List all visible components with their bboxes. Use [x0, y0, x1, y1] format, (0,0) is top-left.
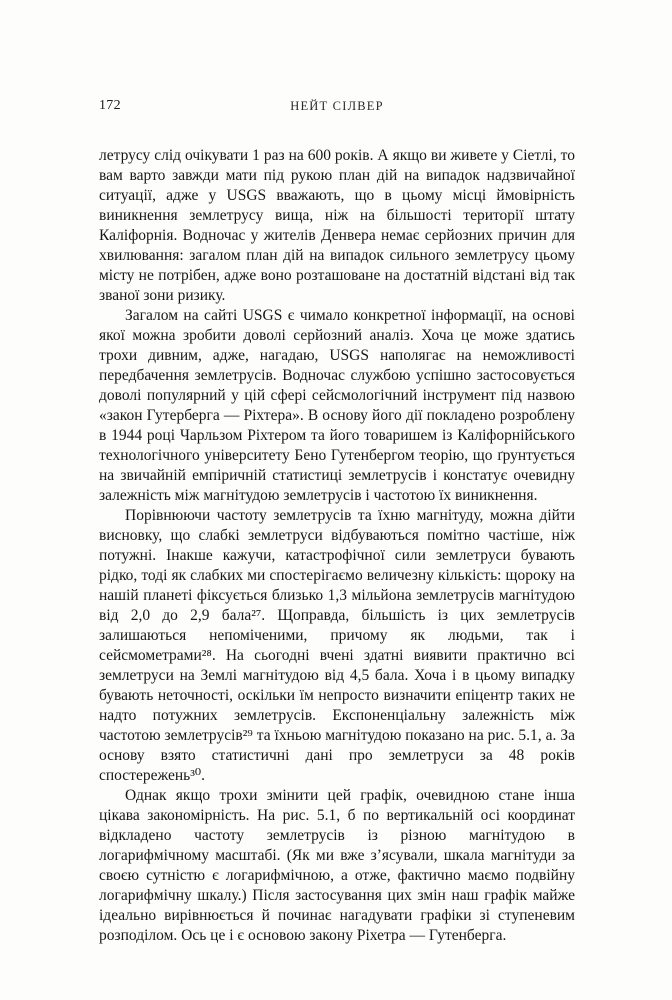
- running-head-author: НЕЙТ СІЛВЕР: [290, 99, 384, 113]
- body-paragraph: Однак якщо трохи змінити цей графік, очевидною стане інша цікава закономірність. На рис. 5.1, б по вертикальній осі координат відкладено частоту землетрусів із різною магнітудою в логарифмічному масштабі. (Як ми вже з’ясували, шкала магнітуди за своєю сутністю є логарифмічною, а отже, фактично маємо подвійну логарифмічну шкалу.) Після застосування цих змін наш графік майже ідеально вирівнюється й починає нагадувати графіки зі ступеневим розподілом. Ось це і є основою закону Ріхетра — Гутенберга.: [99, 787, 575, 944]
- body-paragraph: Порівнюючи частоту землетрусів та їхню магнітуду, можна дійти висновку, що слабкі землетруси відбуваються помітно частіше, ніж потужні. Інакше кажучи, катастрофічної сили землетруси бувають рідко, тоді як слабких ми спостерігаємо величезну кількість: щороку на нашій планеті фіксується близько 1,3 мільйона землетрусів магнітудою від 2,0 до 2,9 бала²⁷. Щоправда, більшість із цих землетрусів залишаються непоміченими, причому як людьми, так і сейсмометрами²⁸. На сьогодні вчені здатні виявити практично всі землетруси на Землі магнітудою від 4,5 бала. Хоча і в цьому випадку бувають неточності, оскільки їм непросто визначити епіцентр таких не надто потужних землетрусів. Експоненціальну залежність між частотою землетрусів²⁹ та їхньою магнітудою показано на рис. 5.1, а. За основу взято статистичні дані про землетруси за 48 років спостережень³⁰.: [99, 507, 575, 784]
- page-body: [99, 146, 575, 946]
- page-number: 172: [99, 98, 121, 113]
- body-paragraph: Загалом на сайті USGS є чимало конкретної інформації, на основі якої можна зробити доволі серйозний аналіз. Хоча це може здатись трохи дивним, адже, нагадаю, USGS наполягає на неможливості передбачення землетрусів. Водночас службою успішно застосовується доволі популярний у цій сфері сейсмологічний інструмент під назвою «закон Гутерберга — Ріхтера». В основу його дії покладено розроблену в 1944 році Чарльзом Ріхтером та його товаришем із Каліфорнійського технологічного університету Бено Гутенбергом теорію, що ґрунтується на звичайній емпіричній статистиці землетрусів і констатує очевидну залежність між магнітудою землетрусів і частотою їх виникнення.: [99, 307, 575, 504]
- running-header: [99, 98, 575, 116]
- body-paragraph: летрусу слід очікувати 1 раз на 600 років. А якщо ви живете у Сіетлі, то вам варто завжди мати під рукою план дій на випадок надзвичайної ситуації, адже у USGS вважають, що в цьому місці ймовірність виникнення землетрусу вища, ніж на більшості території штату Каліфорнія. Водночас у жителів Денвера немає серйозних причин для хвилювання: загалом план дій на випадок сильного землетрусу цьому місту не потрібен, адже воно розташоване на достатній відстані від так званої зони ризику.: [99, 147, 575, 304]
